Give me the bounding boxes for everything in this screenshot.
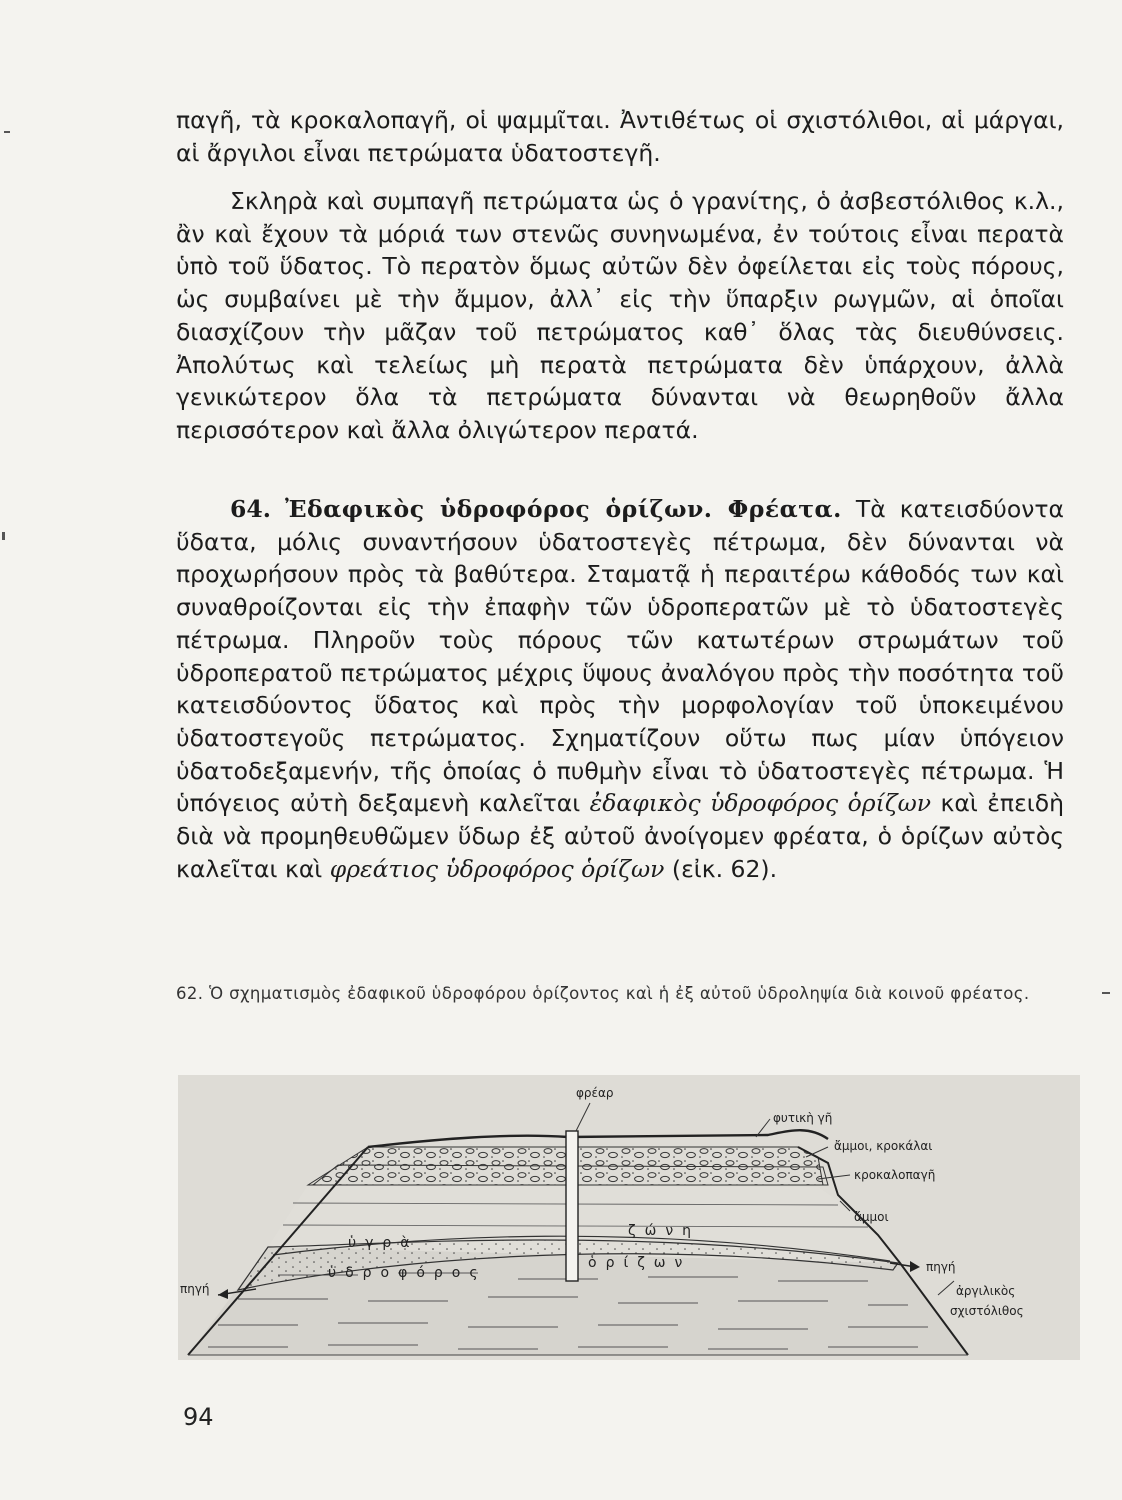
- label-spring-right: πηγή: [926, 1260, 956, 1274]
- paragraph-2: Σκληρὰ καὶ συμπαγῆ πετρώματα ὡς ὁ γρανίτης, ὁ ἀσβεστόλιθος κ.λ., ἂν καὶ ἔχουν τὰ μόριά των στενῶς συνηνωμένα, ἐν τούτοις εἶναι περατὰ ὑπὸ τοῦ ὕδατος. Τὸ περατὸν ὅμως αὐτῶν δὲν ὀφείλεται εἰς τοὺς πόρους, ὡς συμβαίνει μὲ τὴν ἄμμον, ἀλλ᾽ εἰς τὴν ὕπαρξιν ρωγμῶν, αἱ ὁποῖαι διασχίζουν τὴν μᾶζαν τοῦ πετρώματος καθ᾽ ὅλας τὰς διευθύνσεις. Ἀπολύτως καὶ τελείως μὴ περατὰ πετρώματα δὲν ὑπάρχουν, ἀλλὰ γενικώτερον ὅλα τὰ πετρώματα δύνανται νὰ θεωρηθοῦν ἄλλα περισσότερον καὶ ἄλλα ὀλιγώτερον περατά.: [176, 187, 1064, 444]
- section-64: [176, 493, 1064, 885]
- section-text-2: καὶ ἐπειδὴ διὰ νὰ προμηθευθῶμεν ὕδωρ ἐξ αὐτοῦ ἀνοίγομεν φρέατα, ὁ ὁρίζων αὐτὸς καλεῖται καὶ: [176, 789, 1064, 883]
- aquifer-diagram: [178, 1075, 1080, 1360]
- label-aquifer-2: ὁρίζων: [588, 1255, 692, 1271]
- label-clay-schist-1: ἀργιλικὸς: [956, 1284, 1016, 1298]
- margin-mark-right: [1102, 992, 1110, 994]
- figure-62: [178, 1075, 1080, 1360]
- label-clay-schist-2: σχιστόλιθος: [950, 1304, 1024, 1318]
- label-sand-gravel: ἄμμοι, κροκάλαι: [834, 1139, 933, 1153]
- label-wet-zone-1: ὑγρὰ: [348, 1235, 419, 1251]
- figure-caption: 62. Ὁ σχηματισμὸς ἐδαφικοῦ ὑδροφόρου ὁρίζοντος καὶ ἡ ἐξ αὐτοῦ ὑδροληψία διὰ κοινοῦ φρέατος.: [176, 984, 1030, 1003]
- term-soil-aquifer: ἐδαφικὸς ὑδροφόρος ὁρίζων: [589, 789, 932, 818]
- spring-arrow-right-head: [910, 1261, 920, 1272]
- section-title: Ἐδαφικὸς ὑδροφόρος ὁρίζων. Φρέατα.: [284, 495, 842, 523]
- spring-arrow-left-head: [218, 1289, 228, 1299]
- paragraph-1: παγῆ, τὰ κροκαλοπαγῆ, οἱ ψαμμῖται. Ἀντιθέτως οἱ σχιστόλιθοι, αἱ μάργαι, αἱ ἄργιλοι εἶναι πετρώματα ὑδατοστεγῆ.: [176, 106, 1064, 167]
- paragraph-continuation: [176, 104, 1064, 169]
- label-well: φρέαρ: [576, 1086, 614, 1100]
- label-wet-zone-2: ζώνη: [628, 1223, 701, 1239]
- label-sand: ἄμμοι: [854, 1210, 889, 1224]
- label-topsoil: φυτικὴ γῆ: [773, 1111, 833, 1125]
- margin-mark-middle: [2, 532, 5, 540]
- paragraph-rocks: [176, 185, 1064, 447]
- term-well-aquifer: φρεάτιος ὑδροφόρος ὁρίζων: [329, 854, 665, 883]
- label-conglomerate: κροκαλοπαγῆ: [854, 1168, 936, 1182]
- section-64-paragraph: [176, 493, 1064, 885]
- section-text-1: Τὰ κατεισδύοντα ὕδατα, μόλις συναντήσουν ὑδατοστεγὲς πέτρωμα, δὲν δύνανται νὰ προχωρήσουν πρὸς τὰ βαθύτερα. Σταματᾷ ἡ περαιτέρω κάθοδός των καὶ συναθροίζονται εἰς τὴν ἐπαφὴν τῶν ὑδροπερατῶν μὲ τὸ ὑδατοστεγὲς πέτρωμα. Πληροῦν τοὺς πόρους τῶν κατωτέρων στρωμάτων τοῦ ὑδροπερατοῦ πετρώματος μέχρις ὕψους ἀναλόγου πρὸς τὴν ποσότητα τοῦ κατεισδύοντος ὕδατος καὶ πρὸς τὴν μορφολογίαν τοῦ ὑποκειμένου ὑδατοστεγοῦς πετρώματος. Σχηματίζουν οὕτω πως μίαν ὑπόγειον ὑδατοδεξαμενήν, τῆς ὁποίας ὁ πυθμὴν εἶναι τὸ ὑδατοστεγὲς πέτρωμα. Ἡ ὑπόγειος αὐτὴ δεξαμενὴ καλεῖται: [176, 495, 1064, 818]
- section-text-3: (εἰκ. 62).: [664, 854, 778, 883]
- label-spring-left: πηγή: [180, 1282, 210, 1296]
- label-aquifer-1: ὑδροφόρος: [328, 1265, 487, 1281]
- section-number: 64.: [230, 495, 271, 523]
- page-number: 94: [183, 1403, 214, 1431]
- margin-mark-top: [4, 131, 10, 133]
- well-shaft: [566, 1131, 578, 1281]
